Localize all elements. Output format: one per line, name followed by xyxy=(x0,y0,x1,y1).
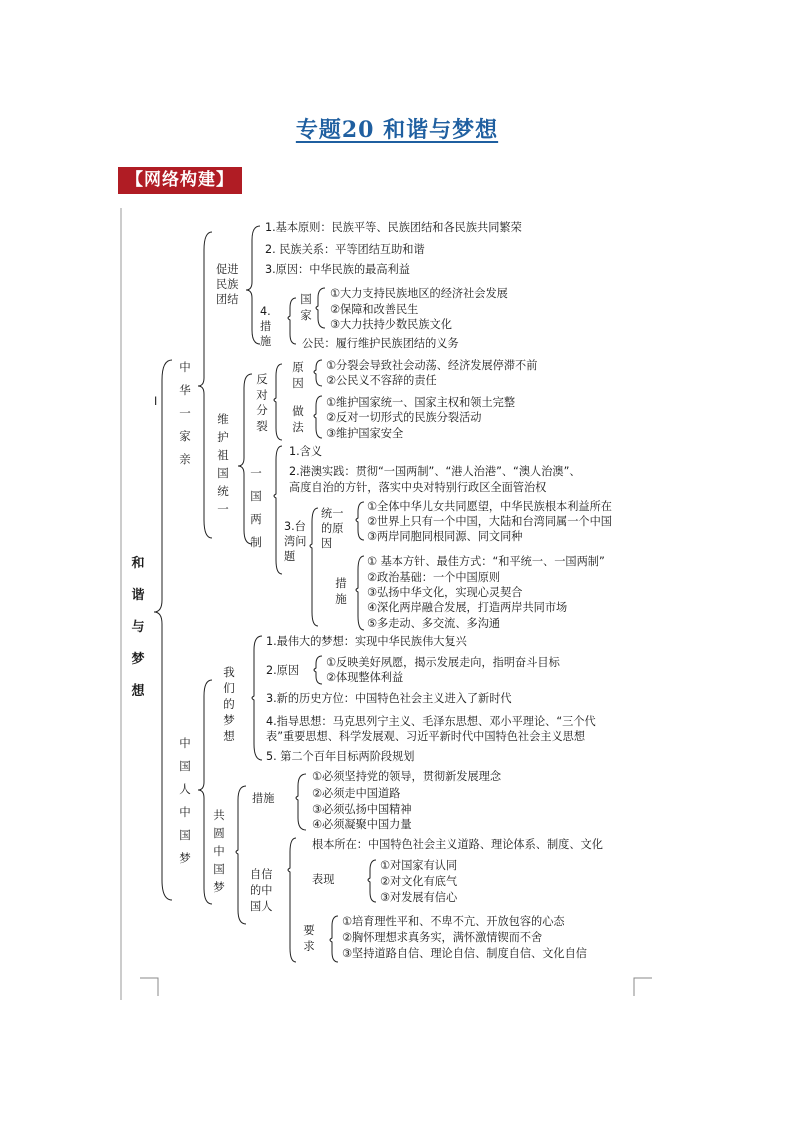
octs-item-2a: 2.港澳实践：贯彻“一国两制”、“港人治港”、“澳人治澳”、 xyxy=(289,465,581,478)
section-tag: 【网络构建】 xyxy=(118,167,242,194)
cuoshi-label: 措施 xyxy=(335,576,347,606)
build-measure-1: ①必须坚持党的领导，贯彻新发展理念 xyxy=(312,770,502,783)
ours-label: 我们的梦想 xyxy=(223,665,235,743)
unify-label: 维护祖国统一 xyxy=(217,412,229,516)
cuoshi-item-4: ④深化两岸融合发展，打造两岸共同市场 xyxy=(367,601,568,614)
state-item-1: ①大力支持民族地区的经济社会发展 xyxy=(330,287,508,300)
why-item-1: ①全体中华儿女共同愿望，中华民族根本利益所在 xyxy=(367,500,612,513)
ours-reason-label: 2.原因 xyxy=(266,664,300,677)
ours-reason-1: ①反映美好夙愿，揭示发展走向，指明奋斗目标 xyxy=(326,656,560,669)
req-item-2: ②胸怀理想求真务实，满怀激情锲而不舍 xyxy=(342,931,543,944)
ours-item-3: 3.新的历史方位：中国特色社会主义进入了新时代 xyxy=(266,692,512,705)
dream-label: 中国人中国梦 xyxy=(179,736,191,865)
build-measure-2: ②必须走中国道路 xyxy=(312,787,401,800)
promote-label: 促进民族团结 xyxy=(216,263,239,306)
reason-item-1: ①分裂会导致社会动荡、经济发展停滞不前 xyxy=(326,359,538,372)
ours-item-4b: 表”重要思想、科学发展观、习近平新时代中国特色社会主义思想 xyxy=(266,730,586,743)
taiwan-label: 3.台湾问题 xyxy=(284,520,307,563)
req-label: 要求 xyxy=(303,923,315,953)
ethnic-label: 中华一家亲 xyxy=(179,360,191,466)
cuoshi-item-1: ① 基本方针、最佳方式：“和平统一、一国两制” xyxy=(367,555,605,568)
octs-label: 一国两制 xyxy=(250,466,262,549)
why-item-2: ②世界上只有一个中国，大陆和台湾同属一个中国 xyxy=(367,515,612,528)
ours-item-1: 1.最伟大的梦想：实现中华民族伟大复兴 xyxy=(266,635,467,648)
ours-reason-2: ②体现整体利益 xyxy=(326,671,404,684)
cuoshi-item-3: ③弘扬中华文化，实现心灵契合 xyxy=(367,586,523,599)
promote-item-2: 2. 民族关系：平等团结互助和谐 xyxy=(265,243,425,256)
req-item-1: ①培育理性平和、不卑不亢、开放包容的心态 xyxy=(342,915,565,928)
state-item-3: ③大力扶持少数民族文化 xyxy=(330,318,452,331)
confident-root: 根本所在：中国特色社会主义道路、理论体系、制度、文化 xyxy=(312,838,603,851)
reason-label: 原因 xyxy=(292,360,304,390)
why-item-3: ③两岸同胞同根同源、同文同种 xyxy=(367,530,523,543)
ours-item-4a: 4.指导思想：马克思列宁主义、毛泽东思想、邓小平理论、“三个代 xyxy=(266,715,596,728)
cuoshi-item-2: ②政治基础：一个中国原则 xyxy=(367,571,501,584)
method-item-3: ③维护国家安全 xyxy=(326,427,404,440)
measures-label: 4.措施 xyxy=(260,305,272,348)
ours-item-5: 5. 第二个百年目标两阶段规划 xyxy=(266,750,415,763)
method-item-2: ②反对一切形式的民族分裂活动 xyxy=(326,411,482,424)
octs-item-1: 1.含义 xyxy=(289,445,323,458)
show-item-2: ②对文化有底气 xyxy=(380,875,458,888)
method-item-1: ①维护国家统一、国家主权和领土完整 xyxy=(326,396,516,409)
root-label: 和谐与梦想 xyxy=(131,556,145,699)
state-item-2: ②保障和改善民生 xyxy=(330,303,419,316)
req-item-3: ③坚持道路自信、理论自信、制度自信、文化自信 xyxy=(342,947,587,960)
show-item-3: ③对发展有信心 xyxy=(380,891,458,904)
promote-item-3: 3.原因：中华民族的最高利益 xyxy=(265,263,410,276)
show-label: 表现 xyxy=(312,873,335,886)
oppose-label: 反对分裂 xyxy=(256,372,268,433)
cuoshi-item-5: ⑤多走动、多交流、多沟通 xyxy=(367,617,501,630)
margin-mark: I xyxy=(154,395,158,408)
page-title: 专题20 和谐与梦想 xyxy=(295,117,499,143)
citizen-text: 公民：履行维护民族团结的义务 xyxy=(302,337,459,350)
reason-item-2: ②公民义不容辞的责任 xyxy=(326,374,437,387)
promote-item-1: 1.基本原则：民族平等、民族团结和各民族共同繁荣 xyxy=(265,221,522,234)
build-measure-4: ④必须凝聚中国力量 xyxy=(312,818,412,831)
show-item-1: ①对国家有认同 xyxy=(380,859,458,872)
method-label: 做法 xyxy=(292,404,304,434)
state-label: 国家 xyxy=(300,292,312,322)
build-measure-3: ③必须弘扬中国精神 xyxy=(312,803,412,816)
why-label: 统一的原因 xyxy=(321,507,344,550)
build-label: 共圆中国梦 xyxy=(213,808,225,894)
octs-item-2b: 高度自治的方针，落实中央对特别行政区全面管治权 xyxy=(289,481,547,494)
confident-label: 自信的中国人 xyxy=(250,868,273,913)
build-measures-label: 措施 xyxy=(252,792,275,805)
